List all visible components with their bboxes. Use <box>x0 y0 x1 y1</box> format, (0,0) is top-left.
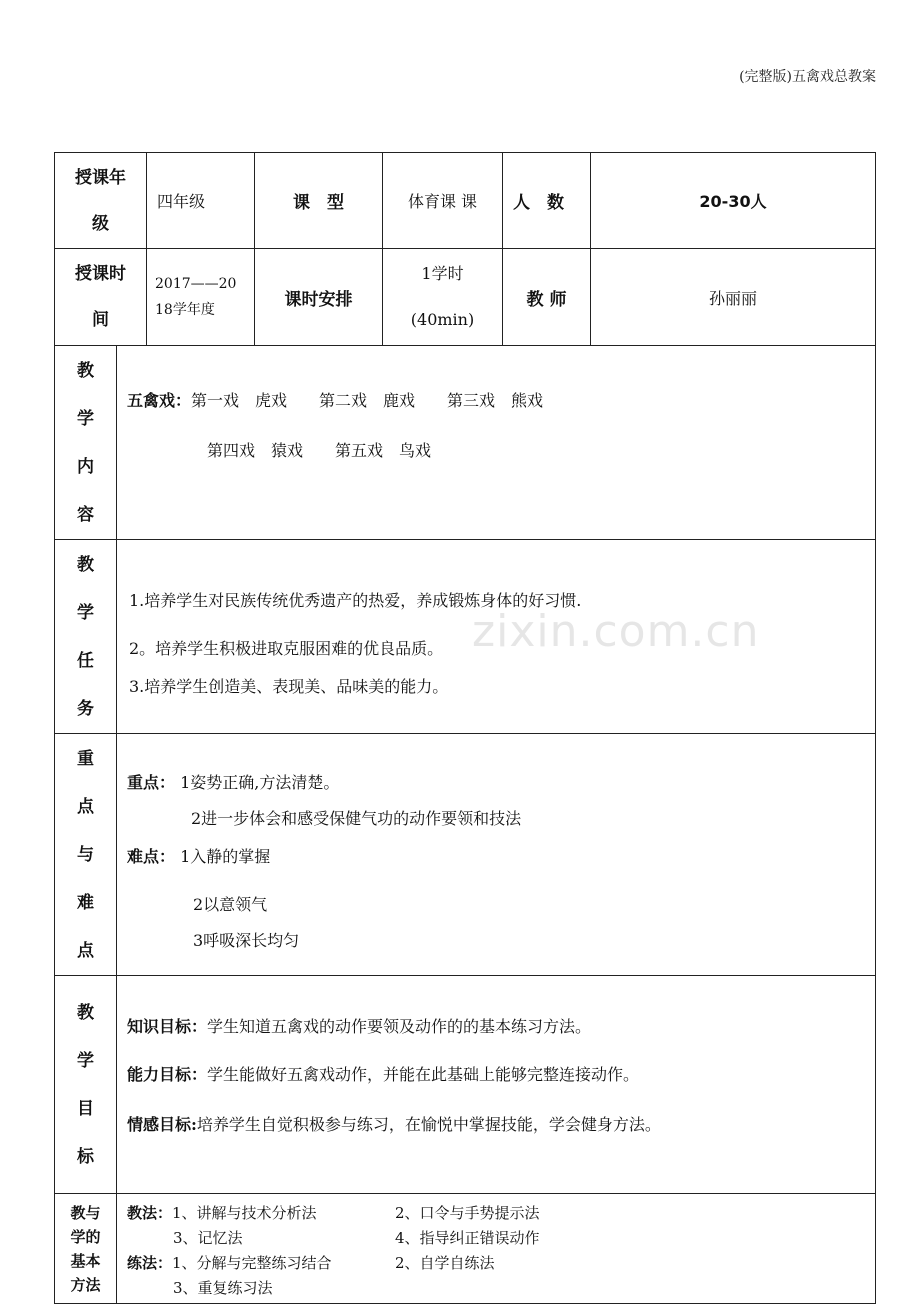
content-label-char: 学 <box>77 408 94 429</box>
key-item-2: 2进一步体会和感受保健气功的动作要领和技法 <box>191 809 522 828</box>
goals-label-char: 目 <box>77 1098 94 1119</box>
time-value-line2: 18学年度 <box>155 302 215 318</box>
diff-item-2: 2以意领气 <box>193 895 268 914</box>
key-item-1: 1姿势正确,方法清楚。 <box>180 773 340 792</box>
tasks-label <box>55 540 117 733</box>
goals-label-char: 学 <box>77 1050 94 1071</box>
diff-item-1: 1入静的掌握 <box>180 847 271 866</box>
keypoints-label-char: 难 <box>77 892 94 913</box>
teacher-value: 孙丽丽 <box>708 288 757 308</box>
methods-label <box>55 1194 117 1303</box>
task-item: 3.培养学生创造美、表现美、品味美的能力。 <box>129 677 449 696</box>
time-value-line1: 2017——20 <box>155 276 237 292</box>
keypoints-label-char: 与 <box>77 844 94 865</box>
count-label: 人 数 <box>503 153 591 248</box>
goals-label <box>55 976 117 1193</box>
methods-label-line: 教与 <box>70 1203 101 1222</box>
keypoints-body <box>125 734 875 975</box>
content-label-char: 容 <box>77 504 94 525</box>
row-content <box>54 346 876 540</box>
content-label-char: 内 <box>77 456 94 477</box>
task-item: 1.培养学生对民族传统优秀遗产的热爱，养成锻炼身体的好习惯. <box>129 591 582 610</box>
row-methods <box>54 1194 876 1304</box>
row-grade <box>54 152 876 249</box>
teach-label: 教法： <box>127 1204 173 1222</box>
schedule-value-line2: (40min) <box>410 310 475 329</box>
tasks-label-char: 教 <box>77 554 94 575</box>
teach-item: 3、记忆法 <box>173 1229 243 1247</box>
content-label <box>55 346 117 539</box>
content-label-char: 教 <box>77 360 94 381</box>
content-title: 五禽戏： <box>127 391 192 410</box>
keypoints-label-char: 点 <box>77 940 94 961</box>
goals-label-char: 标 <box>77 1146 94 1167</box>
learn-label: 练法： <box>127 1254 173 1272</box>
count-value: 20-30人 <box>699 192 767 211</box>
teach-item: 4、指导纠正错误动作 <box>395 1229 540 1247</box>
methods-label-line: 方法 <box>70 1275 101 1294</box>
teach-item: 1、讲解与技术分析法 <box>172 1204 317 1222</box>
grade-value: 四年级 <box>147 153 255 248</box>
schedule-label: 课时安排 <box>255 249 383 345</box>
emotion-goal: 培养学生自觉积极参与练习，在愉悦中掌握技能，学会健身方法。 <box>196 1115 661 1134</box>
row-goals <box>54 976 876 1194</box>
tasks-label-char: 任 <box>77 650 94 671</box>
row-tasks <box>54 540 876 734</box>
diff-item-3: 3呼吸深长均匀 <box>193 931 300 950</box>
methods-body <box>125 1194 875 1303</box>
grade-label: 授课年级 <box>75 167 126 234</box>
row-keypoints <box>54 734 876 976</box>
tasks-body <box>125 540 875 733</box>
methods-label-line: 基本 <box>70 1251 101 1270</box>
row-time <box>54 249 876 346</box>
keypoints-label <box>55 734 117 975</box>
task-item: 2。培养学生积极进取克服困难的优良品质。 <box>129 639 444 658</box>
schedule-value-cell <box>383 249 503 345</box>
goals-body <box>125 976 875 1193</box>
page-header: (完整版)五禽戏总教案 <box>739 69 876 85</box>
content-line1: 第一戏 虎戏 第二戏 鹿戏 第三戏 熊戏 <box>191 391 544 410</box>
ability-goal: 学生能做好五禽戏动作，并能在此基础上能够完整连接动作。 <box>207 1065 640 1084</box>
content-line2: 第四戏 猿戏 第五戏 鸟戏 <box>207 441 432 460</box>
knowledge-goal: 学生知道五禽戏的动作要领及动作的的基本练习方法。 <box>207 1017 592 1036</box>
key-label: 重点： <box>127 773 176 792</box>
goals-label-char: 教 <box>77 1002 94 1023</box>
teach-item: 2、口令与手势提示法 <box>395 1204 540 1222</box>
keypoints-label-char: 重 <box>77 748 94 769</box>
time-value-cell <box>147 249 255 345</box>
time-label-cell <box>55 249 147 345</box>
learn-item: 2、自学自练法 <box>395 1254 495 1272</box>
grade-label-cell <box>55 153 147 248</box>
time-label: 授课时间 <box>75 264 126 330</box>
schedule-value-line1: 1学时 <box>421 264 464 283</box>
tasks-label-char: 学 <box>77 602 94 623</box>
methods-label-line: 学的 <box>70 1227 101 1246</box>
learn-item: 1、分解与完整练习结合 <box>172 1254 332 1272</box>
watermark: zixin.com.cn <box>472 606 760 657</box>
type-value: 体育课 课 <box>383 153 503 248</box>
teacher-label: 教 师 <box>503 249 591 345</box>
diff-label: 难点： <box>127 847 176 866</box>
ability-label: 能力目标： <box>127 1065 208 1084</box>
keypoints-label-char: 点 <box>77 796 94 817</box>
content-body <box>125 346 875 539</box>
type-label: 课 型 <box>255 153 383 248</box>
tasks-label-char: 务 <box>77 698 94 719</box>
lesson-plan-table <box>54 152 876 1304</box>
emotion-label: 情感目标: <box>127 1115 197 1134</box>
knowledge-label: 知识目标： <box>127 1017 208 1036</box>
learn-item: 3、重复练习法 <box>173 1279 273 1297</box>
